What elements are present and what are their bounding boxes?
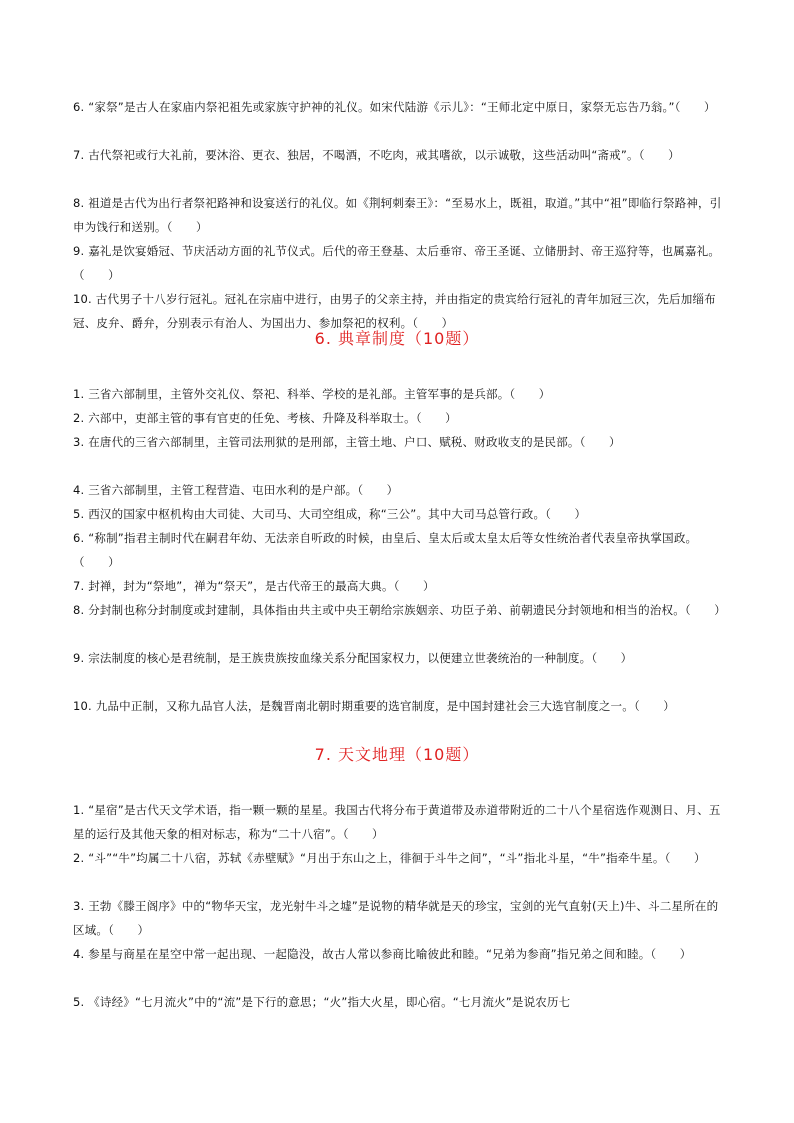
question-text: 10. 古代男子十八岁行冠礼。冠礼在宗庙中进行，由男子的父亲主持，并由指定的贵宾给行冠礼的青年加冠三次，先后加缁布冠、皮弁、爵弁，分别表示有治人、为国出力、参加祭祀的权利。（ ） xyxy=(73,292,716,330)
question-text: 9. 嘉礼是饮宴婚冠、节庆活动方面的礼节仪式。后代的帝王登基、太后垂帘、帝王圣诞、立储册封、帝王巡狩等，也属嘉礼。（ ） xyxy=(73,244,721,282)
question-text: 7. 古代祭祀或行大礼前，要沐浴、更衣、独居，不喝酒，不吃肉，戒其嗜欲，以示诚敬，这些活动叫“斋戒”。（ ） xyxy=(73,148,680,162)
question-text: 4. 三省六部制里，主管工程营造、屯田水利的是户部。（ ） xyxy=(73,483,399,497)
question-text: 5. 《诗经》“七月流火”中的“流”是下行的意思；“火”指大火星，即心宿。“七月流火”是说农历七 xyxy=(73,995,571,1009)
question-text: 9. 宗法制度的核心是君统制，是王族贵族按血缘关系分配国家权力，以便建立世袭统治的一种制度。（ ） xyxy=(73,651,633,665)
question-text: 6. “称制”指君主制时代在嗣君年幼、无法亲自听政的时候，由皇后、皇太后或太皇太后等女性统治者代表皇帝执掌国政。（ ） xyxy=(73,531,698,569)
question-text: 7. 封禅，封为“祭地”，禅为“祭天”，是古代帝王的最高大典。（ ） xyxy=(73,579,435,593)
question-text: 6. “家祭”是古人在家庙内祭祀祖先或家族守护神的礼仪。如宋代陆游《示儿》：“王师北定中原日，家祭无忘告乃翁。”（ ） xyxy=(73,100,716,114)
question-text: 10. 九品中正制，又称九品官人法，是魏晋南北朝时期重要的选官制度，是中国封建社会三大选官制度之一。（ ） xyxy=(73,699,675,713)
question-text: 3. 王勃《滕王阁序》中的“物华天宝，龙光射牛斗之墟”是说物的精华就是天的珍宝，宝剑的光气直射(天上)牛、斗二星所在的区域。（ ） xyxy=(73,899,719,937)
question-text: 1. “星宿”是古代天文学术语，指一颗一颗的星星。我国古代将分布于黄道带及赤道带附近的二十八个星宿选作观测日、月、五星的运行及其他天象的相对标志，称为“二十八宿”。（ ） xyxy=(73,803,721,841)
question-text: 2. 六部中，吏部主管的事有官吏的任免、考核、升降及科举取士。（ ） xyxy=(73,411,457,425)
section-heading: 6. 典章制度（10题） xyxy=(314,329,480,348)
question-text: 8. 分封制也称分封制度或封建制，具体指由共主或中央王朝给宗族姻亲、功臣子弟、前朝遗民分封领地和相当的治权。（ ） xyxy=(73,603,726,617)
question-text: 5. 西汉的国家中枢机构由大司徒、大司马、大司空组成，称“三公”。其中大司马总管行政。（ ） xyxy=(73,507,587,521)
question-text: 8. 祖道是古代为出行者祭祀路神和设宴送行的礼仪。如《荆轲刺秦王》：“至易水上，既祖，取道。”其中“祖”即临行祭路神，引申为饯行和送别。（ ） xyxy=(73,196,722,234)
question-text: 1. 三省六部制里，主管外交礼仪、祭祀、科举、学校的是礼部。主管军事的是兵部。（ ） xyxy=(73,387,551,401)
question-text: 4. 参星与商星在星空中常一起出现、一起隐没，故古人常以参商比喻彼此和睦。“兄弟为参商”指兄弟之间和睦。（ ） xyxy=(73,947,692,961)
question-text: 3. 在唐代的三省六部制里，主管司法刑狱的是刑部，主管土地、户口、赋税、财政收支的是民部。（ ） xyxy=(73,435,621,449)
section-heading: 7. 天文地理（10题） xyxy=(314,745,480,764)
question-text: 2. “斗”“牛”均属二十八宿，苏轼《赤壁赋》“月出于东山之上，徘徊于斗牛之间”，“斗”指北斗星，“牛”指牵牛星。（ ） xyxy=(73,851,706,865)
